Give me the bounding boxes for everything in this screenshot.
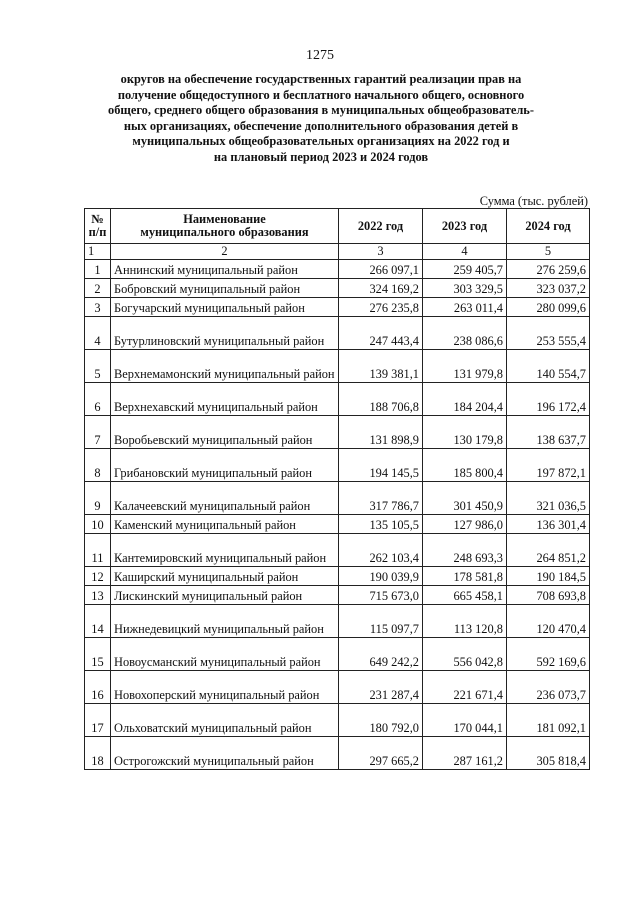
table-row bbox=[85, 586, 590, 605]
amount-2024: 197 872,1 bbox=[507, 449, 590, 482]
amount-2023: 248 693,3 bbox=[423, 534, 507, 567]
municipality-name: Верхнемамонский муниципальный район bbox=[111, 350, 339, 383]
municipality-name: Богучарский муниципальный район bbox=[111, 298, 339, 317]
amount-2023: 665 458,1 bbox=[423, 586, 507, 605]
municipality-name: Калачеевский муниципальный район bbox=[111, 482, 339, 515]
allocation-table bbox=[84, 208, 590, 770]
municipality-name: Грибановский муниципальный район bbox=[111, 449, 339, 482]
amount-2022: 188 706,8 bbox=[339, 383, 423, 416]
table-row bbox=[85, 416, 590, 449]
amount-2023: 170 044,1 bbox=[423, 704, 507, 737]
municipality-name: Нижнедевицкий муниципальный район bbox=[111, 605, 339, 638]
amount-2024: 592 169,6 bbox=[507, 638, 590, 671]
amount-2024: 305 818,4 bbox=[507, 737, 590, 770]
row-number: 9 bbox=[85, 482, 111, 515]
table-row bbox=[85, 638, 590, 671]
amount-2024: 190 184,5 bbox=[507, 567, 590, 586]
municipality-name: Лискинский муниципальный район bbox=[111, 586, 339, 605]
amount-2022: 276 235,8 bbox=[339, 298, 423, 317]
amount-2022: 649 242,2 bbox=[339, 638, 423, 671]
row-number: 11 bbox=[85, 534, 111, 567]
table-row bbox=[85, 482, 590, 515]
row-number: 14 bbox=[85, 605, 111, 638]
table-row bbox=[85, 567, 590, 586]
table-row bbox=[85, 704, 590, 737]
header-num-line2: п/п bbox=[88, 225, 107, 239]
municipality-name: Каширский муниципальный район bbox=[111, 567, 339, 586]
title-line: округов на обеспечение государственных гарантий реализации прав на bbox=[120, 72, 522, 86]
amount-2023: 185 800,4 bbox=[423, 449, 507, 482]
title-line: ных организациях, обеспечение дополнительного образования детей в bbox=[123, 118, 519, 133]
amount-2023: 178 581,8 bbox=[423, 567, 507, 586]
row-number: 10 bbox=[85, 515, 111, 534]
column-index: 3 bbox=[339, 244, 423, 260]
title-line: муниципальных общеобразовательных организациях на 2022 год и bbox=[132, 134, 510, 149]
amount-2024: 264 851,2 bbox=[507, 534, 590, 567]
table-body bbox=[85, 260, 590, 770]
row-number: 1 bbox=[85, 260, 111, 279]
amount-2022: 180 792,0 bbox=[339, 704, 423, 737]
row-number: 12 bbox=[85, 567, 111, 586]
amount-2023: 184 204,4 bbox=[423, 383, 507, 416]
table-row bbox=[85, 298, 590, 317]
municipality-name: Бутурлиновский муниципальный район bbox=[111, 317, 339, 350]
amount-2024: 181 092,1 bbox=[507, 704, 590, 737]
municipality-name: Новохоперский муниципальный район bbox=[111, 671, 339, 704]
table-row bbox=[85, 737, 590, 770]
row-number: 16 bbox=[85, 671, 111, 704]
amount-2022: 139 381,1 bbox=[339, 350, 423, 383]
row-number: 17 bbox=[85, 704, 111, 737]
row-number: 5 bbox=[85, 350, 111, 383]
municipality-name: Каменский муниципальный район bbox=[111, 515, 339, 534]
row-number: 6 bbox=[85, 383, 111, 416]
table-row bbox=[85, 515, 590, 534]
column-index: 5 bbox=[507, 244, 590, 260]
amount-2022: 194 145,5 bbox=[339, 449, 423, 482]
title-line: общего, среднего общего образования в муниципальных общеобразователь- bbox=[108, 103, 534, 118]
amount-2023: 130 179,8 bbox=[423, 416, 507, 449]
header-name-line2: муниципального образования bbox=[140, 225, 309, 239]
amount-2022: 131 898,9 bbox=[339, 416, 423, 449]
title-line: получение общедоступного и бесплатного начального общего, основного bbox=[117, 87, 525, 102]
table-row bbox=[85, 534, 590, 567]
amount-2022: 297 665,2 bbox=[339, 737, 423, 770]
header-2024: 2024 год bbox=[507, 209, 590, 244]
municipality-name: Новоусманский муниципальный район bbox=[111, 638, 339, 671]
amount-2023: 301 450,9 bbox=[423, 482, 507, 515]
table-row bbox=[85, 260, 590, 279]
municipality-name: Бобровский муниципальный район bbox=[111, 279, 339, 298]
column-index: 4 bbox=[423, 244, 507, 260]
page-number: 1275 bbox=[306, 48, 334, 63]
row-number: 18 bbox=[85, 737, 111, 770]
amount-2022: 190 039,9 bbox=[339, 567, 423, 586]
header-num bbox=[85, 209, 111, 244]
amount-2023: 127 986,0 bbox=[423, 515, 507, 534]
amount-2024: 140 554,7 bbox=[507, 350, 590, 383]
amount-2024: 253 555,4 bbox=[507, 317, 590, 350]
municipality-name: Острогожский муниципальный район bbox=[111, 737, 339, 770]
amount-2023: 131 979,8 bbox=[423, 350, 507, 383]
amount-2024: 136 301,4 bbox=[507, 515, 590, 534]
amount-2023: 303 329,5 bbox=[423, 279, 507, 298]
amount-2024: 708 693,8 bbox=[507, 586, 590, 605]
amount-2024: 323 037,2 bbox=[507, 279, 590, 298]
header-2022: 2022 год bbox=[339, 209, 423, 244]
amount-2023: 556 042,8 bbox=[423, 638, 507, 671]
row-number: 8 bbox=[85, 449, 111, 482]
header-row bbox=[85, 209, 590, 244]
table-row bbox=[85, 279, 590, 298]
row-number: 15 bbox=[85, 638, 111, 671]
table-row bbox=[85, 383, 590, 416]
amount-2023: 263 011,4 bbox=[423, 298, 507, 317]
amount-2024: 280 099,6 bbox=[507, 298, 590, 317]
table-row bbox=[85, 605, 590, 638]
column-index-row bbox=[85, 244, 590, 260]
row-number: 7 bbox=[85, 416, 111, 449]
amount-2022: 324 169,2 bbox=[339, 279, 423, 298]
table-row bbox=[85, 317, 590, 350]
amount-2024: 196 172,4 bbox=[507, 383, 590, 416]
amount-2022: 262 103,4 bbox=[339, 534, 423, 567]
amount-2024: 276 259,6 bbox=[507, 260, 590, 279]
amount-2024: 138 637,7 bbox=[507, 416, 590, 449]
municipality-name: Верхнехавский муниципальный район bbox=[111, 383, 339, 416]
amount-2022: 266 097,1 bbox=[339, 260, 423, 279]
amount-2022: 715 673,0 bbox=[339, 586, 423, 605]
header-2023: 2023 год bbox=[423, 209, 507, 244]
header-name bbox=[111, 209, 339, 244]
amount-2023: 238 086,6 bbox=[423, 317, 507, 350]
column-index: 2 bbox=[111, 244, 339, 260]
amount-2022: 115 097,7 bbox=[339, 605, 423, 638]
amount-2022: 231 287,4 bbox=[339, 671, 423, 704]
row-number: 13 bbox=[85, 586, 111, 605]
column-index: 1 bbox=[85, 244, 111, 260]
row-number: 3 bbox=[85, 298, 111, 317]
amount-2022: 135 105,5 bbox=[339, 515, 423, 534]
municipality-name: Аннинский муниципальный район bbox=[111, 260, 339, 279]
amount-2024: 236 073,7 bbox=[507, 671, 590, 704]
document-title bbox=[92, 72, 550, 166]
header-num-line1: № bbox=[91, 212, 104, 226]
table-row bbox=[85, 449, 590, 482]
title-line: на плановый период 2023 и 2024 годов bbox=[213, 149, 429, 164]
table-row bbox=[85, 671, 590, 704]
amount-2023: 113 120,8 bbox=[423, 605, 507, 638]
header-name-line1: Наименование bbox=[183, 212, 266, 226]
amount-2022: 247 443,4 bbox=[339, 317, 423, 350]
amount-2022: 317 786,7 bbox=[339, 482, 423, 515]
municipality-name: Воробьевский муниципальный район bbox=[111, 416, 339, 449]
row-number: 4 bbox=[85, 317, 111, 350]
amount-2024: 120 470,4 bbox=[507, 605, 590, 638]
amount-2024: 321 036,5 bbox=[507, 482, 590, 515]
amount-2023: 221 671,4 bbox=[423, 671, 507, 704]
units-label: Сумма (тыс. рублей) bbox=[479, 194, 588, 208]
amount-2023: 287 161,2 bbox=[423, 737, 507, 770]
municipality-name: Ольховатский муниципальный район bbox=[111, 704, 339, 737]
table-row bbox=[85, 350, 590, 383]
row-number: 2 bbox=[85, 279, 111, 298]
amount-2023: 259 405,7 bbox=[423, 260, 507, 279]
municipality-name: Кантемировский муниципальный район bbox=[111, 534, 339, 567]
